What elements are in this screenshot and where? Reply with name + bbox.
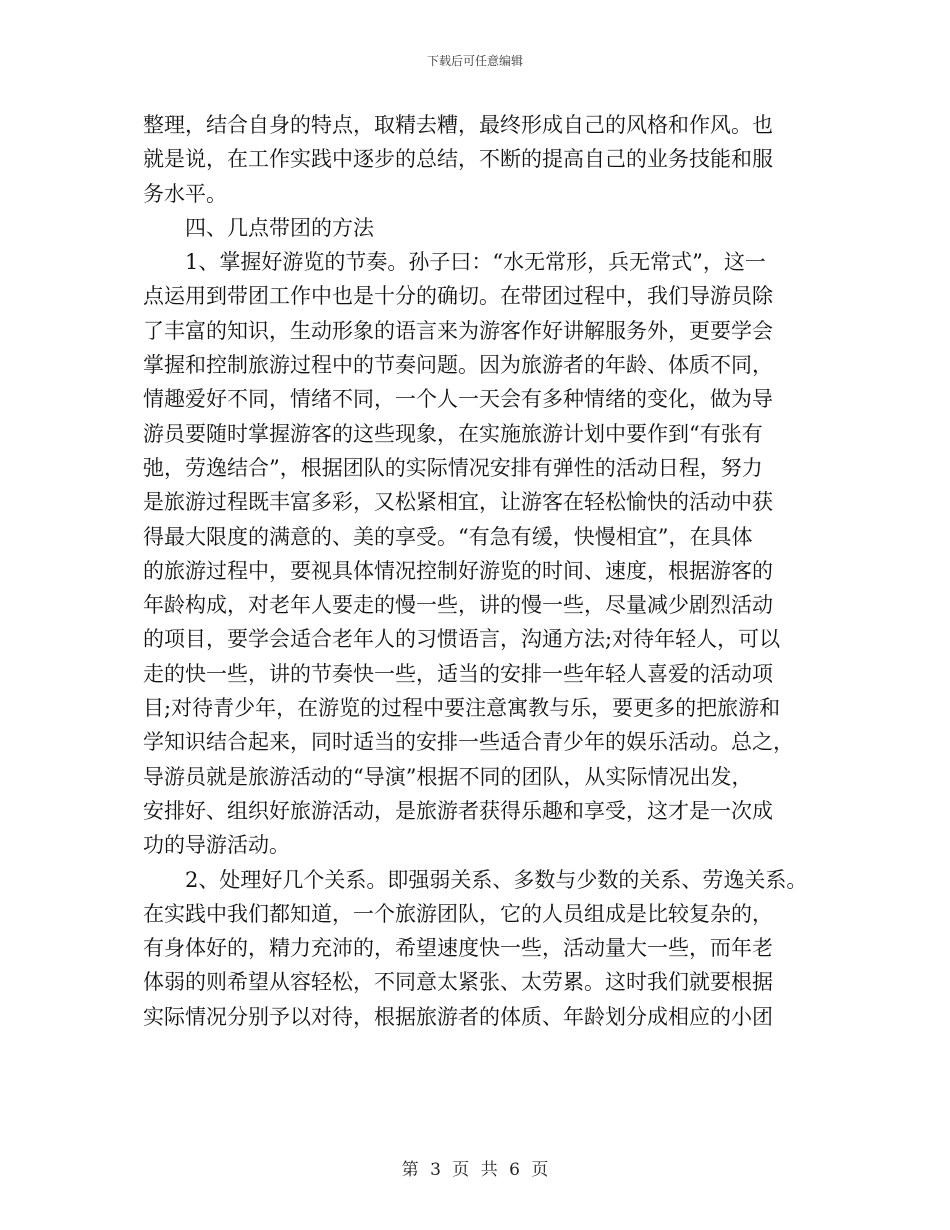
text-line: 整理，结合自身的特点，取精去糟，最终形成自己的风格和作风。也 (143, 113, 773, 137)
document-body (143, 108, 815, 1034)
page-number-footer: 第 3 页 共 6 页 (401, 1160, 549, 1180)
page-header-note: 下载后可任意编辑 (426, 54, 523, 68)
text-line: 就是说，在工作实践中逐步的总结，不断的提高自己的业务技能和服 (143, 147, 773, 172)
paragraph-start: 1、掌握好游览的节奏。孙子曰：“水无常形，兵无常式”，这一 (185, 250, 766, 275)
text-line: 目;对待青少年，在游览的过程中要注意寓教与乐，要更多的把旅游和 (143, 696, 781, 721)
text-line: 的旅游过程中，要视具体情况控制好游览的时间、速度，根据游客的 (143, 558, 773, 583)
text-line: 导游员就是旅游活动的“导演”根据不同的团队，从实际情况出发， (143, 764, 753, 789)
text-line: 功的导游活动。 (143, 833, 290, 858)
text-line: 在实践中我们都知道，一个旅游团队，它的人员组成是比较复杂的， (143, 901, 773, 926)
text-line: 点运用到带团工作中也是十分的确切。在带团过程中，我们导游员除 (143, 284, 773, 309)
text-line: 学知识结合起来，同时适当的安排一些适合青少年的娱乐活动。总之， (143, 730, 794, 755)
text-line: 务水平。 (143, 181, 227, 206)
text-line: 有身体好的，精力充沛的，希望速度快一些，活动量大一些，而年老 (143, 936, 773, 961)
text-line: 的项目，要学会适合老年人的习惯语言，沟通方法;对待年轻人，可以 (143, 627, 781, 652)
text-line: 走的快一些，讲的节奏快一些，适当的安排一些年轻人喜爱的活动项 (143, 661, 773, 686)
text-line: 安排好、组织好旅游活动，是旅游者获得乐趣和享受，这才是一次成 (143, 798, 773, 823)
text-line: 掌握和控制旅游过程中的节奏问题。因为旅游者的年龄、体质不同， (143, 353, 773, 378)
text-line: 弛，劳逸结合”，根据团队的实际情况安排有弹性的活动日程，努力 (143, 455, 763, 480)
text-line: 游员要随时掌握游客的这些现象，在实施旅游计划中要作到“有张有 (143, 421, 763, 446)
text-line: 得最大限度的满意的、美的享受。“有急有缓，快慢相宜”，在具体 (143, 524, 753, 549)
section-heading: 四、几点带团的方法 (185, 215, 374, 240)
text-line: 是旅游过程既丰富多彩，又松紧相宜，让游客在轻松愉快的活动中获 (143, 490, 773, 515)
paragraph-start: 2、处理好几个关系。即强弱关系、多数与少数的关系、劳逸关系。 (185, 867, 808, 892)
text-line: 年龄构成，对老年人要走的慢一些，讲的慢一些，尽量减少剧烈活动 (143, 593, 773, 618)
text-line: 实际情况分别予以对待，根据旅游者的体质、年龄划分成相应的小团 (143, 1004, 773, 1029)
text-line: 体弱的则希望从容轻松，不同意太紧张、太劳累。这时我们就要根据 (143, 970, 773, 995)
text-line: 情趣爱好不同，情绪不同，一个人一天会有多种情绪的变化，做为导 (143, 387, 773, 412)
text-line: 了丰富的知识，生动形象的语言来为游客作好讲解服务外，更要学会 (143, 318, 773, 343)
